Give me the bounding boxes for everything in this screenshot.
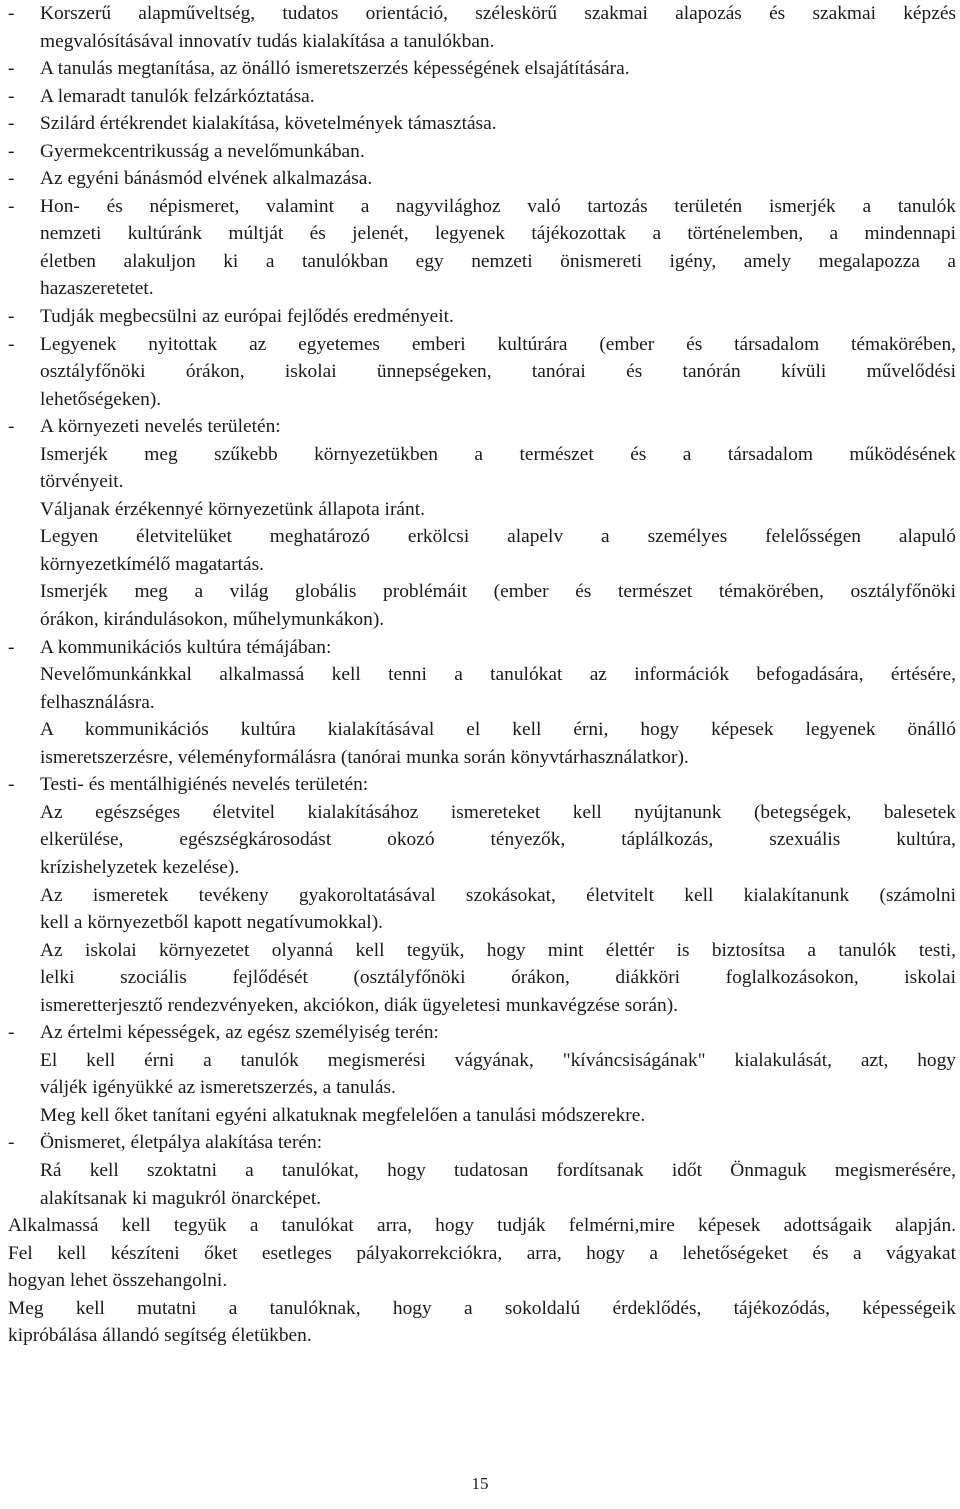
text-line — [8, 716, 956, 744]
text-line — [8, 28, 956, 56]
text-line — [8, 799, 956, 827]
line-text: Hon- és népismeret, valamint a nagyvilághoz való tartozás területén ismerjék a tanulók — [40, 195, 956, 217]
dash-bullet: - — [8, 774, 15, 796]
text-line — [8, 1240, 956, 1268]
list-item-line — [8, 138, 956, 166]
dash-bullet: - — [8, 3, 15, 24]
list-item-line — [8, 0, 956, 28]
text-line — [8, 744, 956, 772]
line-text: Az iskolai környezetet olyanná kell tegyük, hogy mint élettér is biztosítsa a tanulók testi, — [40, 939, 956, 961]
text-line — [8, 523, 956, 551]
line-text: megvalósításával innovatív tudás kialakítása a tanulókban. — [40, 30, 495, 52]
line-text: Az egészséges életvitel kialakításához ismereteket kell nyújtanunk (betegségek, balesetek — [40, 801, 956, 823]
dash-bullet: - — [8, 636, 15, 658]
text-line — [8, 441, 956, 469]
text-line — [8, 689, 956, 717]
text-line — [8, 1047, 956, 1075]
line-text: ismeretterjesztő rendezvényeken, akciókon, diák ügyeletesi munkavégzése során). — [40, 994, 679, 1016]
line-text: Alkalmassá kell tegyük a tanulókat arra, hogy tudják felmérni,mire képesek adottságaik alapján. — [8, 1215, 956, 1237]
line-text: Testi- és mentálhigiénés nevelés területén: — [40, 774, 369, 796]
line-text: ismeretszerzésre, véleményformálásra (tanórai munka során könyvtárhasználatkor). — [40, 746, 689, 768]
line-text: Nevelőmunkánkkal alkalmassá kell tenni a tanulókat az információk befogadására, értésére, — [40, 664, 956, 686]
dash-bullet: - — [8, 58, 15, 80]
line-text: hazaszeretetet. — [40, 278, 154, 300]
line-text: Az egyéni bánásmód elvének alkalmazása. — [40, 168, 373, 190]
line-text: törvényeit. — [40, 471, 124, 493]
page-number: 15 — [471, 1474, 489, 1493]
text-line — [8, 248, 956, 276]
line-text: elkerülése, egészségkárosodást okozó tényezők, táplálkozás, szexuális kultúra, — [40, 829, 956, 851]
line-text: Legyenek nyitottak az egyetemes emberi kultúrára (ember és társadalom témakörében, — [40, 333, 956, 355]
list-item-line — [8, 303, 956, 331]
body-text — [8, 0, 956, 1350]
text-line — [8, 826, 956, 854]
line-text: Korszerű alapműveltség, tudatos orientáció, széleskörű szakmai alapozás és szakmai képzés — [40, 3, 956, 24]
line-text: Gyermekcentrikusság a nevelőmunkában. — [40, 140, 365, 162]
line-text: Szilárd értékrendet kialakítása, követelmények támasztása. — [40, 113, 497, 135]
line-text: lehetőségeken). — [40, 388, 162, 410]
text-line — [8, 551, 956, 579]
dash-bullet: - — [8, 140, 15, 162]
text-line — [8, 496, 956, 524]
dash-bullet: - — [8, 416, 15, 438]
list-item-line — [8, 165, 956, 193]
text-line — [8, 1295, 956, 1323]
text-line — [8, 1102, 956, 1130]
text-line — [8, 220, 956, 248]
line-text: A lemaradt tanulók felzárkóztatása. — [40, 85, 315, 107]
list-item-line — [8, 1019, 956, 1047]
text-line — [8, 1157, 956, 1185]
line-text: A kommunikációs kultúra témájában: — [40, 636, 332, 658]
line-text: krízishelyzetek kezelése). — [40, 856, 240, 878]
line-text: Váljanak érzékennyé környezetünk állapota iránt. — [40, 498, 425, 520]
text-line — [8, 1322, 956, 1350]
line-text: Az ismeretek tevékeny gyakoroltatásával szokásokat, életvitelt kell kialakítanunk (számolni — [40, 884, 956, 906]
line-text: A tanulás megtanítása, az önálló ismeretszerzés képességének elsajátítására. — [40, 58, 630, 80]
dash-bullet: - — [8, 168, 15, 190]
line-text: Tudják megbecsülni az európai fejlődés eredményeit. — [40, 306, 454, 328]
list-item-line — [8, 413, 956, 441]
line-text: hogyan lehet összehangolni. — [8, 1270, 228, 1292]
line-text: Önismeret, életpálya alakítása terén: — [40, 1132, 323, 1154]
line-text: váljék igényükké az ismeretszerzés, a tanulás. — [40, 1077, 396, 1099]
line-text: órákon, kirándulásokon, műhelymunkákon). — [40, 609, 385, 631]
line-text: A kommunikációs kultúra kialakításával el kell érni, hogy képesek legyenek önálló — [40, 719, 956, 741]
list-item-line — [8, 110, 956, 138]
line-text: Legyen életvitelüket meghatározó erkölcsi alapelv a személyes felelősségen alapuló — [40, 526, 956, 548]
text-line — [8, 1074, 956, 1102]
line-text: Meg kell őket tanítani egyéni alkatuknak megfelelően a tanulási módszerekre. — [40, 1104, 646, 1126]
dash-bullet: - — [8, 1132, 15, 1154]
text-line — [8, 1185, 956, 1213]
list-item-line — [8, 193, 956, 221]
dash-bullet: - — [8, 306, 15, 328]
text-line — [8, 468, 956, 496]
line-text: alakítsanak ki magukról önarcképet. — [40, 1187, 322, 1209]
list-item-line — [8, 331, 956, 359]
text-line — [8, 882, 956, 910]
list-item-line — [8, 83, 956, 111]
dash-bullet: - — [8, 113, 15, 135]
text-line — [8, 606, 956, 634]
line-text: életben alakuljon ki a tanulókban egy nemzeti önismereti igény, amely megalapozza a — [40, 250, 956, 272]
text-line — [8, 1267, 956, 1295]
dash-bullet: - — [8, 1022, 15, 1044]
line-text: kell a környezetből kapott negatívumokkal). — [40, 912, 384, 934]
text-line — [8, 661, 956, 689]
list-item-line — [8, 55, 956, 83]
line-text: A környezeti nevelés területén: — [40, 416, 281, 438]
text-line — [8, 386, 956, 414]
text-line — [8, 937, 956, 965]
line-text: Meg kell mutatni a tanulóknak, hogy a sokoldalú érdeklődés, tájékozódás, képességeik — [8, 1297, 956, 1319]
line-text: El kell érni a tanulók megismerési vágyának, "kíváncsiságának" kialakulását, azt, hogy — [40, 1049, 956, 1071]
text-line — [8, 854, 956, 882]
line-text: környezetkímélő magatartás. — [40, 553, 264, 575]
text-line — [8, 578, 956, 606]
line-text: felhasználásra. — [40, 691, 155, 713]
text-line — [8, 964, 956, 992]
list-item-line — [8, 771, 956, 799]
text-line — [8, 909, 956, 937]
line-text: lelki szociális fejlődését (osztályfőnöki órákon, diákköri foglalkozásokon, iskolai — [40, 967, 956, 989]
line-text: Az értelmi képességek, az egész személyiség terén: — [40, 1022, 439, 1044]
line-text: nemzeti kultúránk múltját és jelenét, legyenek tájékozottak a történelemben, a mindennapi — [40, 223, 956, 245]
line-text: Ismerjék meg a világ globális problémáit (ember és természet témakörében, osztályfőnöki — [40, 581, 956, 603]
text-line — [8, 275, 956, 303]
line-text: osztályfőnöki órákon, iskolai ünnepségeken, tanórai és tanórán kívüli művelődési — [40, 361, 956, 383]
text-line — [8, 1212, 956, 1240]
list-item-line — [8, 634, 956, 662]
line-text: Fel kell készíteni őket esetleges pályakorrekciókra, arra, hogy a lehetőségeket és a vágyakat — [8, 1242, 956, 1264]
dash-bullet: - — [8, 333, 15, 355]
line-text: Rá kell szoktatni a tanulókat, hogy tudatosan fordítsanak időt Önmaguk megismerésére, — [40, 1159, 956, 1181]
line-text: Ismerjék meg szűkebb környezetükben a természet és a társadalom működésének — [40, 443, 956, 465]
list-item-line — [8, 1129, 956, 1157]
line-text: kipróbálása állandó segítség életükben. — [8, 1325, 312, 1347]
dash-bullet: - — [8, 85, 15, 107]
text-line — [8, 992, 956, 1020]
text-line — [8, 358, 956, 386]
dash-bullet: - — [8, 195, 15, 217]
